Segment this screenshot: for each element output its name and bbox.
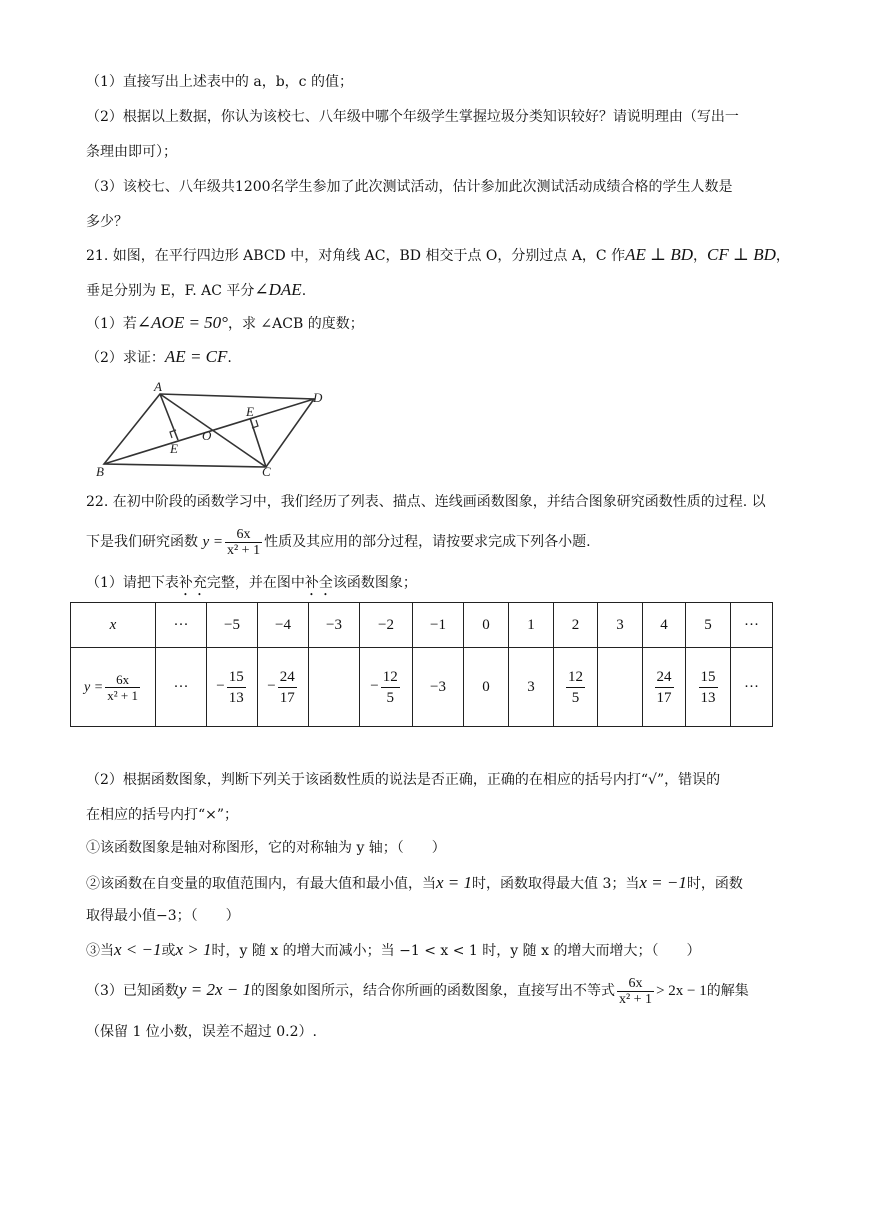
y-cell: ··· (731, 648, 773, 727)
q22-part2-line2: 在相应的括号内打“×”； (86, 807, 239, 823)
y-label-den: x² + 1 (107, 687, 138, 703)
q22-stem-post: 性质及其应用的部分过程，请按要求完成下列各小题. (264, 534, 591, 550)
y-cell-den: 13 (228, 689, 244, 706)
q22-part1-dot2: 补全 (304, 575, 333, 591)
q22-func-y: y = (202, 534, 223, 550)
s2-math2: x = −1 (639, 873, 687, 892)
y-cell-den: 17 (656, 689, 672, 706)
x-cell: 3 (598, 603, 643, 648)
q20-part1: （1）直接写出上述表中的 a，b，c 的值； (86, 74, 353, 90)
label-f: E (246, 404, 254, 419)
y-cell-num: 24 (655, 667, 674, 688)
x-cell: −1 (413, 603, 464, 648)
s2-post: 时，函数 (686, 876, 743, 892)
y-label-num: 6x (105, 672, 140, 688)
x-cell: −4 (258, 603, 309, 648)
y-cell: 0 (464, 648, 509, 727)
q21-part1-post: ，求 ∠ACB 的度数； (227, 316, 364, 332)
table-row-y (71, 648, 773, 727)
y-cell-fraction (655, 667, 674, 708)
q22-value-table (70, 602, 773, 727)
q21-angle-dae: ∠DAE (254, 280, 302, 299)
label-a: A (154, 379, 162, 394)
q22-stem-line2 (86, 526, 591, 558)
y-cell (207, 648, 258, 727)
s2-pre: ②该函数在自变量的取值范围内，有最大值和最小值，当 (86, 876, 436, 892)
q22-statement2-line2: 取得最小值−3；（ ） (86, 908, 240, 924)
q22-part2-line1: （2）根据函数图象，判断下列关于该函数性质的说法是否正确，正确的在相应的括号内打“√”，错误的 (86, 772, 721, 788)
x-cell: 5 (686, 603, 731, 648)
q21-stem-line1 (86, 245, 790, 266)
y-cell: 3 (509, 648, 554, 727)
label-b: B (96, 464, 104, 478)
q21-stem-text: 21. 如图，在平行四边形 ABCD 中，对角线 AC，BD 相交于点 O，分别过点 A，C 作 (86, 248, 626, 264)
y-cell-fraction (566, 667, 585, 708)
q21-comma: ， (693, 248, 708, 264)
y-cell-den: 5 (386, 689, 394, 706)
y-cell (360, 648, 413, 727)
q22-part1-a: （1）请把下表 (86, 575, 179, 591)
y-cell (686, 648, 731, 727)
p3-ineq-num: 6x (617, 976, 654, 992)
y-cell-den: 13 (700, 689, 716, 706)
p3-mid: 的图象如图所示，结合你所画的函数图象，直接写出不等式 (250, 983, 615, 999)
q21-condition-ae: AE ⊥ BD (625, 245, 694, 264)
y-cell (258, 648, 309, 727)
q21-part1-math: ∠AOE = 50° (136, 313, 228, 332)
p3-post: 的解集 (706, 983, 749, 999)
y-cell: −3 (413, 648, 464, 727)
x-cell: −3 (309, 603, 360, 648)
s3-or: 或 (161, 943, 176, 959)
y-cell-fraction (278, 667, 297, 708)
q22-statement1: ①该函数图象是轴对称图形，它的对称轴为 y 轴；（ ） (86, 840, 446, 856)
x-cell: 1 (509, 603, 554, 648)
p3-ineq-fraction (617, 976, 654, 1007)
q21-period: . (301, 283, 307, 299)
q21-part2 (86, 347, 232, 368)
y-cell-sign: − (370, 678, 379, 695)
y-cell (598, 648, 643, 727)
q21-condition-cf: CF ⊥ BD (707, 245, 776, 264)
y-cell-num: 15 (699, 667, 718, 688)
x-cell: −2 (360, 603, 413, 648)
q22-statement2-line1 (86, 873, 743, 894)
frac-denominator: x² + 1 (226, 542, 261, 558)
table-header-y (71, 648, 156, 727)
label-d: D (313, 390, 323, 405)
y-cell (309, 648, 360, 727)
q22-statement3 (86, 940, 700, 961)
y-cell-sign: − (216, 678, 225, 695)
y-cell (554, 648, 598, 727)
s3-pre: ③当 (86, 943, 114, 959)
x-cell: ··· (731, 603, 773, 648)
y-label-fraction (105, 672, 140, 703)
s2-mid: 时，函数取得最大值 3；当 (472, 876, 640, 892)
q22-part3-line1 (86, 974, 749, 1007)
y-cell-fraction (227, 667, 246, 708)
q20-part3-line1: （3）该校七、八年级共1200名学生参加了此次测试活动，估计参加此次测试活动成绩合格的学生人数是 (86, 179, 733, 195)
frac-numerator: 6x (225, 527, 262, 543)
s3-mid: 时，y 随 x 的增大而减小；当 −1 < x < 1 时，y 随 x 的增大而增大；（ ） (211, 943, 701, 959)
q21-comma2: ， (775, 248, 790, 264)
p3-ineq-den: x² + 1 (618, 991, 653, 1007)
label-e: E (170, 441, 178, 456)
s3-math2: x > 1 (175, 940, 212, 959)
x-cell: −5 (207, 603, 258, 648)
q21-part2-post: . (227, 350, 232, 366)
s2-math1: x = 1 (436, 873, 473, 892)
q21-part2-pre: （2）求证： (86, 350, 165, 366)
y-cell-num: 12 (566, 667, 585, 688)
y-cell (643, 648, 686, 727)
y-cell-sign: − (267, 678, 276, 695)
q21-part1 (86, 313, 364, 334)
q20-part2-line2: 条理由即可）； (86, 144, 177, 160)
p3-math: y = 2x − 1 (178, 980, 251, 999)
q21-part2-math: AE = CF (164, 347, 228, 366)
q22-part1-dot1: 补充 (178, 575, 207, 591)
y-cell-num: 12 (381, 667, 400, 688)
y-cell-num: 15 (227, 667, 246, 688)
q21-stem-text2: 垂足分别为 E，F. AC 平分 (86, 283, 255, 299)
q22-func-fraction (225, 527, 262, 558)
q21-part1-pre: （1）若 (86, 316, 137, 332)
y-cell-num: 24 (278, 667, 297, 688)
q22-part1-b: 完整，并在图中 (206, 575, 305, 591)
y-cell-fraction (699, 667, 718, 708)
x-cell: 0 (464, 603, 509, 648)
x-cell: 4 (643, 603, 686, 648)
q21-stem-line2 (86, 280, 306, 301)
y-cell-den: 17 (279, 689, 295, 706)
q22-stem-pre: 下是我们研究函数 (86, 534, 198, 550)
y-cell-fraction (381, 667, 400, 708)
q22-part3-line2: （保留 1 位小数，误差不超过 0.2）. (86, 1024, 317, 1040)
x-cell: 2 (554, 603, 598, 648)
table-row-x (71, 603, 773, 648)
y-label-y: y = (84, 679, 104, 695)
p3-pre: （3）已知函数 (86, 983, 179, 999)
p3-ineq-rhs: > 2x − 1 (656, 983, 707, 999)
y-cell: ··· (156, 648, 207, 727)
y-cell-den: 5 (571, 689, 580, 706)
label-o: O (202, 428, 212, 443)
table-header-x: x (71, 603, 156, 648)
label-c: C (262, 464, 271, 478)
q22-stem-line1: 22. 在初中阶段的函数学习中，我们经历了列表、描点、连线画函数图象，并结合图象研究函数性质的过程. 以 (86, 494, 766, 510)
q21-parallelogram-figure (84, 378, 344, 478)
q20-part2-line1: （2）根据以上数据，你认为该校七、八年级中哪个年级学生掌握垃圾分类知识较好？请说明理由（写出一 (86, 109, 739, 125)
s3-math1: x < −1 (114, 940, 162, 959)
q20-part3-line2: 多少？ (86, 214, 128, 230)
q22-part1-c: 该函数图象； (332, 575, 417, 591)
x-cell: ··· (156, 603, 207, 648)
q22-part1 (86, 573, 417, 599)
